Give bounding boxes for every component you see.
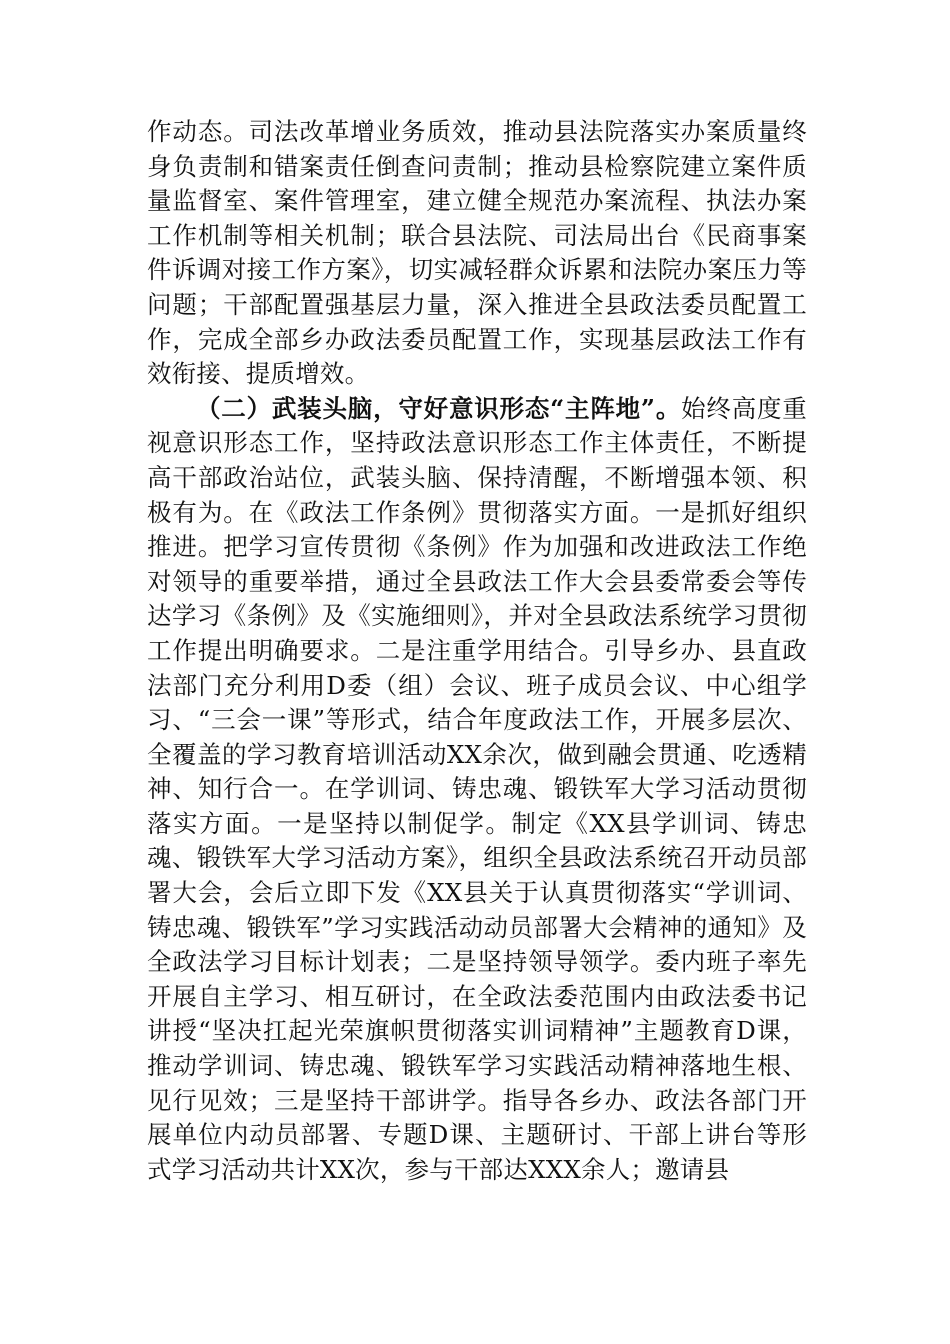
paragraph-1-text: 作动态。司法改革增业务质效，推动县法院落实办案质量终身负责制和错案责任倒查问责制；推动县检察院建立案件质量监督室、案件管理室，建立健全规范办案流程、执法办案工作机制等相关机制；联合县法院、司法局出台《民商事案件诉调对接工作方案》，切实减轻群众诉累和法院办案压力等问题；干部配置强基层力量，深入推进全县政法委员配置工作，完成全部乡办政法委员配置工作，实现基层政法工作有效衔接、提质增效。 <box>147 117 807 389</box>
paragraph-section-two <box>147 392 807 1188</box>
document-body <box>147 115 807 1187</box>
paragraph-continued <box>147 115 807 392</box>
paragraph-2-text: 始终高度重视意识形态工作，坚持政法意识形态工作主体责任，不断提高干部政治站位，武装头脑、保持清醒，不断增强本领、积极有为。在《政法工作条例》贯彻落实方面。一是抓好组织推进。把学习宣传贯彻《条例》作为加强和改进政法工作绝对领导的重要举措，通过全县政法工作大会县委常委会等传达学习《条例》及《实施细则》，并对全县政法系统学习贯彻工作提出明确要求。二是注重学用结合。引导乡办、县直政法部门充分利用D委（组）会议、班子成员会议、中心组学习、“三会一课”等形式，结合年度政法工作，开展多层次、全覆盖的学习教育培训活动XX余次，做到融会贯通、吃透精神、知行合一。在学训词、铸忠魂、锻铁军大学习活动贯彻落实方面。一是坚持以制促学。制定《XX县学训词、铸忠魂、锻铁军大学习活动方案》，组织全县政法系统召开动员部署大会，会后立即下发《XX县关于认真贯彻落实“学训词、铸忠魂、锻铁军”学习实践活动动员部署大会精神的通知》及全政法学习目标计划表；二是坚持领导领学。委内班子率先开展自主学习、相互研讨，在全政法委范围内由政法委书记讲授“坚决扛起光荣旗帜贯彻落实训词精神”主题教育D课，推动学训词、铸忠魂、锻铁军学习实践活动精神落地生根、见行见效；三是坚持干部讲学。指导各乡办、政法各部门开展单位内动员部署、专题D课、主题研讨、干部上讲台等形式学习活动共计XX次，参与干部达XXX余人；邀请县 <box>147 393 808 1184</box>
section-heading: （二）武装头脑，守好意识形态“主阵地”。 <box>196 393 682 423</box>
